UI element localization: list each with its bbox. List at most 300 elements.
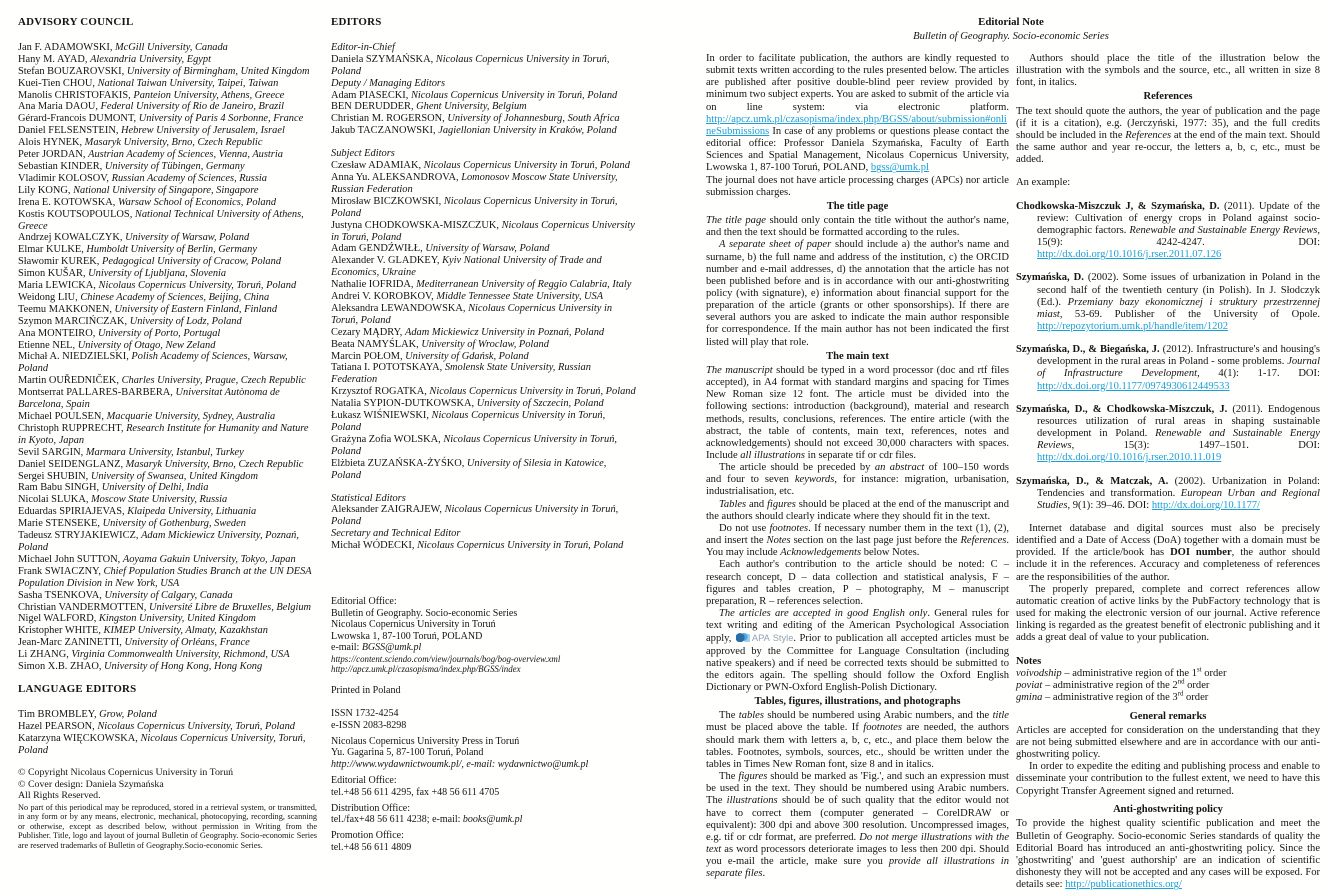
text-run: Masaryk University, Brno, Czech Republic	[84, 137, 263, 149]
text-run: A separate sheet of paper	[719, 239, 832, 251]
member-line	[18, 90, 317, 102]
text-run: – administrative region of the 3	[1042, 692, 1178, 704]
text-run: Aoyama Gakuin University, Tokyo, Japan	[122, 553, 296, 565]
apa-style-logo-icon	[736, 633, 750, 642]
text-run: General remarks	[1129, 710, 1207, 722]
member-line	[18, 423, 317, 447]
text-run: Kostis KOUTSOPOULOS,	[18, 208, 135, 220]
text-run: Federal University of Rio de Janeiro, Brazil	[100, 101, 284, 113]
office-line	[331, 720, 637, 732]
text-run: illustrations	[726, 795, 778, 807]
text-run: Cezary MĄDRY,	[331, 326, 405, 338]
text-run: Szymańska, D., & Biegańska, J.	[1016, 344, 1160, 356]
text-run: University of Wroclaw, Poland	[421, 338, 549, 350]
text-run: http://apcz.umk.pl/czasopisma/index.php/BGSS/index	[331, 664, 521, 675]
text-run: Alexander V. GLADKEY,	[331, 255, 443, 267]
office-line	[331, 685, 637, 697]
text-run: should be numbered using Arabic numbers, and the	[763, 710, 993, 722]
text-run: Justyna CHODKOWSKA-MISZCZUK,	[331, 219, 502, 231]
member-line	[18, 387, 317, 411]
member-line	[331, 303, 637, 327]
text-run: Lily KONG,	[18, 184, 74, 196]
text-run: . If necessary number them in the text (1), (2), and insert the	[706, 522, 1009, 547]
text-run: Stefan BOUZAROVSKI,	[18, 65, 127, 77]
text-run: Renewable and Sustainable Energy Reviews	[1037, 428, 1320, 452]
text-run: Sevil SARGIN,	[18, 446, 86, 458]
text-run: Michał WÓDECKI,	[331, 540, 418, 552]
text-run: KIMEP University, Almaty, Kazakhstan	[103, 625, 268, 637]
text-run: Nicolaus Copernicus University in Toruń, Poland	[410, 89, 618, 101]
text-run: Beata NAMYŚLAK,	[331, 338, 422, 350]
member-line	[331, 540, 637, 552]
text-run: Michael POULSEN,	[18, 411, 107, 422]
member-line	[331, 113, 637, 125]
text-run: Manolis CHRISTOFAKIS,	[18, 89, 134, 101]
reference-entry	[1016, 476, 1320, 512]
text-run: Szymańska, D., & Matczak, A.	[1016, 475, 1169, 487]
link[interactable]: http://dx.doi.org/10.1016/j.rser.2011.07.126	[1037, 249, 1222, 261]
text-run: Nicolaus Copernicus University in Toruń, Poland	[429, 386, 636, 398]
text-run: Eduardas SPIRIAJEVAS,	[18, 506, 128, 518]
text-run: below Notes.	[861, 547, 920, 559]
member-line	[18, 637, 317, 649]
text-run: e-ISSN 2083-8298	[331, 719, 407, 731]
text-run: The title page	[826, 200, 889, 212]
text-run: University of Delhi, India	[101, 482, 209, 494]
paragraph	[706, 499, 1009, 523]
text-run: (2002). Urbanization in Poland: Tendencies and transformation.	[1037, 475, 1320, 499]
member-line	[18, 244, 317, 256]
text-run: LANGUAGE EDITORS	[18, 682, 137, 695]
text-run: The main text	[826, 350, 889, 362]
member-line	[18, 471, 317, 483]
member-line	[18, 340, 317, 352]
link[interactable]: http://repozytorium.umk.pl/handle/item/1202	[1037, 320, 1228, 332]
spacer	[331, 674, 637, 685]
text-run: Anti-ghostwriting policy	[1113, 804, 1223, 816]
text-run: Szymańska, D., & Chodkowska-Miszczuk, J.	[1016, 403, 1228, 415]
office-line	[331, 608, 637, 620]
spacer	[331, 137, 637, 148]
text-run: The properly prepared, complete and correct references allow automatic creation of active links by the PubFactory technology that is used for making the electronic version of our journal. Active reference linking is regarded as the greatest benefit of electronic publishing and it adds a great deal of value to your publication.	[1016, 583, 1320, 644]
text-run: Russian Academy of Sciences, Russia	[111, 172, 267, 184]
paragraph	[1016, 106, 1320, 167]
text-run: References	[960, 535, 1007, 547]
text-run: The articles are accepted in good English only	[719, 608, 928, 620]
subsection-heading	[706, 351, 1009, 363]
member-line	[18, 232, 317, 244]
text-run: APA Style	[751, 633, 794, 644]
role-label	[331, 528, 637, 540]
section-heading	[18, 17, 317, 29]
paragraph	[706, 462, 1009, 498]
text-run: Li ZHANG,	[18, 649, 72, 661]
text-run: National Technical University of Athens, Greece	[18, 208, 304, 232]
subsection-heading	[1016, 711, 1320, 723]
text-run: Szymon MARCIŃCZAK,	[18, 315, 130, 327]
member-line	[18, 256, 317, 268]
text-run: Sławomir KUREK,	[18, 256, 102, 268]
text-run: Adam Mickiewicz University, Poznań, Poland	[18, 530, 299, 553]
text-run: All Rights Reserved.	[18, 789, 101, 801]
member-line	[331, 90, 637, 102]
text-run: Alexandria University, Egypt	[90, 53, 211, 65]
text-run: (2011). Endogenous resources utilization of rural areas in shaping sustainable development in Poland.	[1037, 403, 1321, 440]
text-run: order	[1201, 667, 1227, 679]
text-run: Elżbieta ZUZAŃSKA-ŻYŚKO,	[331, 457, 467, 469]
text-run: Daniel FELSENSTEIN,	[18, 125, 122, 137]
member-line	[18, 197, 317, 209]
paragraph	[706, 523, 1009, 559]
editors-column	[331, 17, 637, 854]
text-run: Frank SWIACZNY,	[18, 565, 104, 577]
text-run: Articles are accepted for consideration on the understanding that they are not being submitted elsewhere and are in accordance with our anti-ghostwriting policy.	[1016, 724, 1320, 761]
member-line	[18, 709, 317, 721]
text-run: Statistical Editors	[331, 492, 406, 504]
text-run: BEN DERUDDER,	[331, 101, 417, 113]
text-run: Adam GENDŹWIŁŁ,	[331, 243, 426, 255]
text-run: University of Gothenburg, Sweden	[102, 518, 246, 530]
journal-name: Bulletin of Geography. Socio-economic Series	[913, 30, 1109, 42]
text-run: should be marked as 'Fig.', and such an expression must be used in the text. They should be numbered using Arabic numbers. The	[706, 771, 1009, 807]
text-run: Do not use	[719, 522, 770, 534]
text-run: Łukasz WIŚNIEWSKI,	[331, 410, 432, 422]
member-line	[18, 554, 317, 566]
office-line	[331, 596, 637, 608]
office-line	[331, 708, 637, 720]
member-line	[331, 255, 637, 279]
text-run: Smolensk State University, Russian Federation	[331, 362, 591, 386]
text-run: Maria LEWICKA,	[18, 280, 99, 292]
text-run: Adam Mickiewicz University in Poznań, Poland	[404, 326, 605, 338]
text-run: Nicolaus Copernicus University, Toruń, Poland	[97, 720, 295, 732]
member-line	[18, 101, 317, 113]
subsection-heading	[1016, 91, 1320, 103]
text-run: Jan F. ADAMOWSKI,	[18, 41, 116, 53]
text-run: Irena E. KOTOWSKA,	[18, 196, 118, 208]
text-run: Daniel SEIDENGLANZ,	[18, 458, 126, 470]
text-run: BGSS@umk.pl	[361, 642, 422, 654]
text-run: Printed in Poland	[331, 685, 401, 697]
text-run: Moscow State University, Russia	[91, 494, 228, 506]
member-line	[18, 518, 317, 530]
text-run: Chief Population Studies Branch at the UN DESA Population Division in New York, USA	[18, 565, 312, 589]
member-line	[331, 243, 637, 255]
text-run: tel./fax+48 56 611 4238; e-mail:	[331, 814, 463, 826]
text-run: , 53-69. Publisher of the University of Opole.	[1059, 308, 1320, 320]
text-run: (2011). Update of the review: Cultivation of energy crops in Poland against socio-demographic factors.	[1037, 200, 1320, 236]
text-run: http://www.wydawnictwoumk.pl/, e-mail: wydawnictwo@umk.pl	[331, 758, 589, 770]
section-heading	[18, 684, 317, 696]
text-run: Chodkowska-Miszczuk J, & Szymańska, D.	[1016, 200, 1220, 212]
text-run: Nicolai SLUKA,	[18, 494, 92, 506]
member-line	[18, 530, 317, 554]
text-run: Renewable and Sustainable Energy Reviews	[1129, 224, 1318, 236]
text-run: References	[1125, 129, 1172, 141]
member-line	[18, 721, 317, 733]
text-run: The journal does not have article processing charges (APCs) nor article submission charges.	[706, 174, 1009, 198]
reference-entry	[1016, 201, 1320, 262]
text-run: Tables, figures, illustrations, and photographs	[754, 696, 961, 708]
text-run: should include a) the author's name and surname, b) the full name and address of the institution, c) the ORCID number and e-mail addresses, d) the annotation that the article has not been published before and is in accordance with our anti-ghostwriting policy (with signature), e) information about financial support for the preparation of the article (grants or other sponsorships). If there are several authors you are asked to indicate the main author responsible for correspondence. If the main author has not been indicated the first listed will play that role.	[706, 239, 1009, 348]
text-run: Krzysztof ROGATKA,	[331, 386, 430, 398]
text-run: Grow, Poland	[99, 708, 157, 720]
office-line	[331, 830, 637, 842]
text-run: Nicolaus Copernicus University in Toruń, Poland	[331, 433, 618, 457]
text-run: Nicolaus Copernicus University in Toruń, Poland	[331, 195, 618, 219]
spacer	[18, 756, 317, 767]
text-run: University of Paris 4 Sorbonne, France	[138, 113, 304, 125]
text-run: Marie STENSEKE,	[18, 518, 103, 530]
text-run: Nicolaus Copernicus University in Toruń, Poland	[423, 160, 630, 172]
office-line	[331, 775, 637, 787]
text-run: of 100–150 words and four to seven	[706, 462, 1009, 486]
text-run: provide all illustrations in separate files	[706, 856, 1009, 880]
member-line	[18, 447, 317, 459]
text-run: University of Porto, Portugal	[97, 327, 221, 339]
text-run: Virginia Commonwealth University, Richmond, USA	[71, 649, 290, 661]
link[interactable]: http://apcz.umk.pl/czasopisma/index.php/BGSS/about/submission#onlineSubmissions	[706, 113, 1007, 137]
member-line	[331, 504, 637, 528]
role-label	[331, 78, 637, 90]
text-run: The article should be preceded by	[719, 462, 875, 474]
member-line	[18, 482, 317, 494]
paragraph	[1016, 53, 1320, 89]
text-run: Klaipeda University, Lithuania	[127, 506, 257, 518]
paragraph	[706, 608, 1009, 694]
member-line	[331, 196, 637, 220]
text-run: Subject Editors	[331, 148, 395, 160]
spacer	[331, 482, 637, 493]
member-line	[331, 220, 637, 244]
member-line	[331, 172, 637, 196]
text-run: Nicolaus Copernicus University in Toruń, Poland	[331, 504, 619, 528]
office-line	[331, 619, 637, 631]
member-line	[331, 54, 637, 78]
text-run: Kingston University, United Kingdom	[98, 613, 256, 625]
text-run: Mirosław BICZKOWSKI,	[331, 195, 444, 207]
link[interactable]: http://dx.doi.org/10.1177/0974930612449533	[1037, 380, 1230, 392]
text-run: Tim BROMBLEY,	[18, 708, 100, 720]
text-run: , the author should include it in the references. Accuracy and completeness of references are the responsibilities of the author.	[1016, 547, 1320, 583]
text-run: University of Warsaw, Poland	[425, 243, 550, 255]
text-run: Szymańska, D.	[1016, 272, 1084, 284]
office-line	[331, 842, 637, 854]
text-run: Kristopher WHITE,	[18, 625, 104, 637]
text-run: In order to facilitate publication, the authors are kindly requested to submit texts written according to the rules presented below. The articles are published after positive double-blind peer review provided by minimum two subject experts. You are asked to submit of the article via on line system: via electronic platform.	[706, 53, 1009, 113]
text-run: Lwowska 1, 87-100 Toruń, POLAND	[331, 630, 483, 642]
text-run: nd	[1177, 678, 1185, 686]
text-run: Ana Maria DAOU,	[18, 101, 101, 113]
member-line	[18, 78, 317, 90]
office-line	[331, 747, 637, 759]
member-line	[18, 54, 317, 66]
text-run: University of Ljubljana, Slovenia	[88, 268, 227, 280]
text-run: National University of Singapore, Singapore	[73, 184, 259, 196]
member-line	[18, 292, 317, 304]
text-run: – administrative region of the 2	[1042, 679, 1178, 691]
text-run: tel.+48 56 611 4295, fax +48 56 611 4705	[331, 786, 500, 798]
spacer	[331, 697, 637, 708]
text-run: Promotion Office:	[331, 830, 404, 842]
text-run: Masaryk University, Brno, Czech Republic	[125, 458, 304, 470]
text-run: figures	[738, 771, 768, 783]
text-run: Nicolaus Copernicus University, Toruń, Poland	[18, 732, 306, 756]
member-line	[331, 279, 637, 291]
advisory-council-column	[18, 17, 317, 850]
text-run: Internet database and digital sources must also be precisely identified and a Date of Access (DoA) together with a domain must be provided. If the article/book has	[1016, 523, 1320, 559]
paragraph	[706, 771, 1009, 880]
reference-entry	[1016, 344, 1320, 393]
text-run: Peter JORDAN,	[18, 149, 89, 161]
link[interactable]: http://publicationethics.org/	[1065, 879, 1182, 891]
subsection-heading	[706, 201, 1009, 213]
text-run: (2002). Some issues of urbanization in Poland in the second half of the twentieth century (in Polish). In J. Słodczyk (Ed.).	[1037, 272, 1321, 308]
paragraph	[1016, 818, 1320, 891]
office-line	[331, 787, 637, 799]
member-line	[18, 733, 317, 757]
text-run: Adam PIASECKI,	[331, 89, 411, 101]
link[interactable]: bgss@umk.pl	[870, 162, 929, 174]
text-run: Grażyna Zofia WOLSKA,	[331, 433, 444, 445]
text-run: Lomonosov Moscow State University, Russian Federation	[331, 171, 618, 195]
text-run: section on the last page just before the	[790, 535, 961, 547]
text-run: Middle Tennessee State University, USA	[436, 291, 604, 303]
text-run: Yu. Gagarina 5, 87-100 Toruń, Poland	[331, 747, 484, 759]
text-run: , 15(3): 1497–1501. DOI:	[1071, 440, 1320, 452]
text-run: Secretary and Technical Editor	[331, 528, 461, 540]
text-run: University of Silesia in Katowice, Poland	[331, 457, 607, 481]
text-run: McGill University, Canada	[115, 41, 228, 53]
editorial-note-header	[700, 16, 1322, 43]
role-label	[331, 42, 637, 54]
text-run: Jakub TACZANOWSKI,	[331, 125, 439, 137]
paragraph	[706, 53, 1009, 175]
member-line	[18, 375, 317, 387]
text-run: Elmar KULKE,	[18, 244, 87, 256]
paragraph	[1016, 177, 1320, 189]
paragraph	[706, 215, 1009, 239]
text-run: University of Warsaw, Poland	[125, 232, 250, 244]
text-run: No part of this periodical may be reproduced, stored in a retrieval system, or transmitted, in any form or by any means, electronic, mechanical, photocopying, recording, scanning or otherwise, except as described below, without permission in Writing from the Publisher. Title, logo and layout of journal Bulletin of Geography. Socio-economic Series are reserved trademarks of Bulletin of Geography.Socio-economic Series.	[18, 803, 317, 850]
member-line	[18, 268, 317, 280]
text-run: footnotes	[863, 722, 902, 734]
member-line	[331, 351, 637, 363]
member-line	[18, 506, 317, 518]
text-run: order	[1184, 679, 1210, 691]
member-line	[331, 434, 637, 458]
text-run: Hany M. AYAD,	[18, 53, 91, 65]
member-line	[18, 137, 317, 149]
editorial-note-left-column	[706, 53, 1009, 880]
member-line	[331, 362, 637, 386]
member-line	[331, 339, 637, 351]
text-run: as word processors deteriorate images to less then 200 dpi. Should you e-mail the article, make sure you	[706, 844, 1009, 868]
member-line	[331, 160, 637, 172]
member-line	[18, 173, 317, 185]
role-label	[331, 148, 637, 160]
member-line	[18, 42, 317, 54]
link[interactable]: http://dx.doi.org/10.1016/j.rser.2010.11.019	[1037, 452, 1222, 464]
subsection-heading	[1016, 804, 1320, 816]
text-run: footnotes	[769, 522, 809, 534]
text-run: Macquarie University, Sydney, Australia	[106, 411, 276, 422]
text-run: Charles University, Prague, Czech Republic	[121, 375, 306, 387]
text-run: University of Gdańsk, Poland	[405, 350, 529, 362]
member-line	[18, 459, 317, 471]
text-run: Jagiellonian University in Kraków, Poland	[438, 125, 617, 137]
text-run: Humboldt University of Berlin, Germany	[86, 244, 257, 256]
text-run: University of Calgary, Canada	[104, 589, 233, 601]
paragraph	[706, 710, 1009, 771]
text-run: ADVISORY COUNCIL	[18, 16, 134, 28]
text-run: Michael John SUTTON,	[18, 553, 123, 565]
text-run: The	[719, 710, 739, 722]
text-run: , 15(9): 4242-4247. DOI:	[1037, 224, 1320, 249]
paragraph	[1016, 761, 1320, 797]
text-run: books@umk.pl	[462, 814, 523, 826]
member-line	[331, 410, 637, 434]
paragraph	[1016, 725, 1320, 761]
text-run: Andrei V. KOROBKOV,	[331, 291, 437, 303]
text-run: Distribution Office:	[331, 802, 410, 814]
text-run: Kuei-Tien CHOU,	[18, 77, 98, 89]
text-run: https://content.sciendo.com/view/journals/bog/bog-overview.xml	[331, 654, 561, 665]
member-line	[331, 386, 637, 398]
paragraph	[1016, 523, 1320, 584]
text-run: Notes	[766, 535, 791, 547]
spacer	[1016, 798, 1320, 803]
text-run: University of Lodz, Poland	[129, 315, 242, 327]
text-run: poviat	[1016, 679, 1043, 691]
member-line	[18, 625, 317, 637]
text-run: University of Orléans, France	[124, 637, 250, 649]
text-run: keywords	[794, 474, 835, 486]
text-run: tel.+48 56 611 4809	[331, 841, 412, 853]
text-run: Nicolaus Copernicus University in Toruń, Poland	[331, 410, 606, 433]
text-run: Université Libre de Bruxelles, Belgium	[148, 601, 312, 613]
text-run: , 9(1): 39–46. DOI:	[1067, 499, 1152, 511]
text-run: Nicolaus Copernicus University Press in Toruń	[331, 735, 520, 747]
text-run: University of Szczecin, Poland	[476, 398, 604, 410]
text-run: University of Birmingham, United Kingdom	[126, 65, 310, 77]
text-run: The title page	[706, 215, 766, 227]
text-run: should be placed at the end of the manuscript and the authors should clearly indicate where they should fit in the text.	[706, 498, 1009, 522]
member-line	[331, 327, 637, 339]
text-run: , 4(1): 1-17. DOI:	[1197, 368, 1320, 380]
fine-print	[18, 803, 317, 850]
text-run: EDITORS	[331, 16, 382, 28]
member-line	[331, 291, 637, 303]
text-run: National Taiwan University, Taipei, Taiwan	[97, 77, 279, 89]
text-run: are needed, the authors should mark them with letters a, b, c, etc., and place them below the tables. Footnotes, symbols, sources, etc., should be written under the tables in Times New Roman font, size 8 and in italics.	[706, 722, 1010, 770]
text-run: University of Hong Kong, Hong Kong	[104, 661, 263, 673]
link[interactable]: http://dx.doi.org/10.1177/	[1151, 499, 1260, 511]
text-run: Natalia SYPION-DUTKOWSKA,	[331, 398, 477, 410]
text-run: Nicolaus Copernicus University in Toruń, Poland	[331, 219, 635, 243]
text-run: Andrzej KOWALCZYK,	[18, 232, 126, 244]
text-run: Nicolaus Copernicus University in Toruń, Poland	[331, 53, 610, 77]
text-run: . Prior to publication all accepted articles must be approved by the Committee for Language Consultation (including native speakers) and if need be corrected texts should be submitted to the editors again. The spelling should follow the Oxford English Dictionary or PWN-Oxford English-Polish Dictionary.	[706, 633, 1009, 693]
text-run: ISSN 1732-4254	[331, 708, 399, 720]
text-run: Teemu MAKKONEN,	[18, 303, 115, 315]
member-line	[18, 113, 317, 125]
member-line	[18, 280, 317, 292]
member-line	[331, 458, 637, 482]
text-run: Pedagogical University of Cracow, Poland	[102, 256, 282, 268]
text-run: © Cover design: Daniela Szymańska	[18, 778, 164, 790]
text-run: Marmara University, Istanbul, Turkey	[85, 446, 244, 458]
